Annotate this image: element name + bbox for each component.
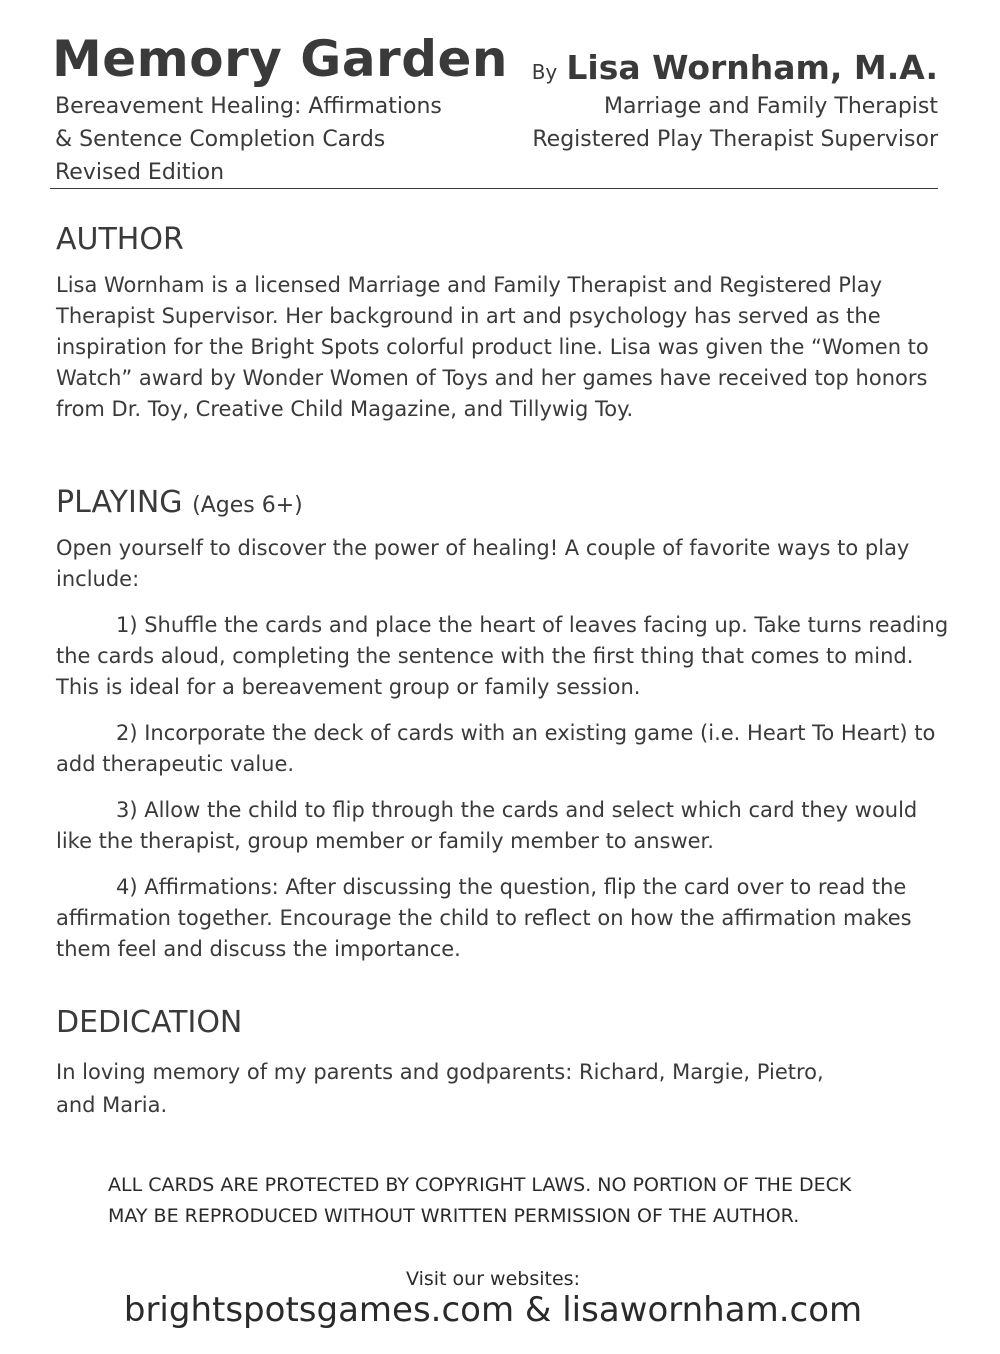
playing-intro-text: Open yourself to discover the power of healing! A couple of favorite ways to play include: xyxy=(56,536,910,591)
websites-list: brightspotsgames.com & lisawornham.com xyxy=(123,1290,863,1330)
author-credentials xyxy=(532,90,938,156)
play-step-4: 4) Affirmations: After discussing the question, flip the card over to read the affirmation together. Encourage the child to reflect on how the affirmation makes them feel and discuss the importance. xyxy=(56,875,912,961)
subtitle-line: & Sentence Completion Cards xyxy=(55,127,386,152)
card-header xyxy=(50,30,938,189)
by-word: By xyxy=(531,60,558,84)
copyright-notice xyxy=(108,1170,908,1232)
byline xyxy=(532,48,938,87)
author-paragraph: Lisa Wornham is a licensed Marriage and Family Therapist and Registered Play Therapist Supervisor. Her background in art and psychology has served as the inspiration for the Bright Spots colorful product line. Lisa was given the “Women to Watch” award by Wonder Women of Toys and her games have received top honors from Dr. Toy, Creative Child Magazine, and Tillywig Toy. xyxy=(56,273,929,421)
dedication-body xyxy=(56,1056,856,1122)
playing-intro xyxy=(56,533,946,595)
author-body xyxy=(56,270,946,425)
copyright-line: MAY BE REPRODUCED WITHOUT WRITTEN PERMISSION OF THE AUTHOR. xyxy=(108,1205,800,1227)
dedication-text: In loving memory of my parents and godparents: Richard, Margie, Pietro, and Maria. xyxy=(56,1060,824,1117)
author-name: Lisa Wornham, M.A. xyxy=(566,48,938,87)
card-subtitle xyxy=(55,90,442,189)
play-step-1: 1) Shuffle the cards and place the heart of leaves facing up. Take turns reading the cards aloud, completing the sentence with the first thing that comes to mind. This is ideal for a bereavement group or family session. xyxy=(56,613,949,699)
playing-age-note: (Ages 6+) xyxy=(192,493,303,518)
websites-label: Visit our websites: xyxy=(406,1268,580,1290)
subtitle-line: Revised Edition xyxy=(55,160,225,185)
play-step-3: 3) Allow the child to flip through the cards and select which card they would like the therapist, group member or family member to answer. xyxy=(56,798,918,853)
author-heading: AUTHOR xyxy=(56,222,184,257)
play-step-2: 2) Incorporate the deck of cards with an existing game (i.e. Heart To Heart) to add therapeutic value. xyxy=(56,721,936,776)
dedication-heading: DEDICATION xyxy=(56,1005,243,1040)
playing-heading xyxy=(56,485,303,520)
card-title: Memory Garden xyxy=(52,30,509,88)
copyright-line: ALL CARDS ARE PROTECTED BY COPYRIGHT LAWS. NO PORTION OF THE DECK xyxy=(108,1174,852,1196)
playing-heading-text: PLAYING xyxy=(56,485,183,520)
credential-line: Marriage and Family Therapist xyxy=(603,94,938,119)
subtitle-line: Bereavement Healing: Affirmations xyxy=(55,94,442,119)
credential-line: Registered Play Therapist Supervisor xyxy=(532,127,938,152)
